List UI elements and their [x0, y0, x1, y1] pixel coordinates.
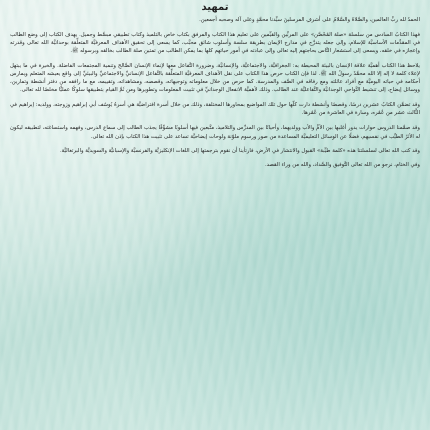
page-title: تمهيد — [201, 2, 229, 13]
paragraph-translations: وقد كتب الله تعالى لسلسلتنا هذه «كلمة طيِّبة» القبول والانتشار في الأرض، فارتأينا أن نقوم بترجمتها إلى اللغات الإنكليزيَّة والفرنسيَّة والإسبانيَّة والسويديَّة والبرتغاليَّة. — [60, 147, 420, 154]
document-body — [10, 2, 420, 426]
paragraph-closing: وفي الختام، نرجو من الله تعالى التَّوفيق والسَّداد، والله من وراء القصد. — [264, 161, 420, 168]
paragraph-lessons: وقد تضمَّن الكتابُ عشرين درسًا، وقصصًا وأنشطة دارت كلّها حول تلك المواضيع بمحاورها المختلفة، وذلك من خلال أسرة افتراضيَّة هي أسرةُ يُوسُف أبي إبراهيم وزوجته، وولديه: إبراهيم في الثَّالث عشر من عُمُره، وسارة في العاشرة من عُمُرها. — [10, 102, 420, 117]
paragraph-opening: الحمدُ لله ربِّ العالمين، والصَّلاةُ والسَّلامُ على أشرفِ المرسلينَ سيِّدنا محمَّدٍ وعلى آله وصحبه أجمعين. — [199, 17, 420, 23]
paragraph-environment: يلاحظ هذا الكتاب أهميَّة علاقة الإنسان بالبيئة المحيطة به: الجغرافيَّة، والاجتماعيَّة، والإنسانيَّة، وضرورة التَّفاعل معها لإنماء الإنسان الصَّالح وتنمية المجتمعات الفاضلة. والخيرة في ما يبتهل لإعلاء كلمة لا إله إلا الله محمَّدٌ رسولُ الله ﷺ. لذا فإن الكتاب حرص هذا الكتاب على نقل الأهداف المعرفيَّة المتعلِّقة بالتَّفاعل الإنسانيِّ والاجتماعيِّ والبيئيِّ إلى واقع يعيشه المتعلم ويمارس أحكامه في حياته اليوميَّة مع أفراد عائلته ومع رفاقه في الصَّف والمدرسة. كما حرص من خلال معلوماته وتوجيهاته، وقصصه، ومشاهداته، وتقييمه، مع ما رافقه من دفتر أنشطة وتمارين، ووسائل إيضاح، إلى تنشيط النَّواحي الوجدانيَّة والتَّفاعليَّة عند الطالب. وذلك لأهميَّة الانفعال الوجدانيِّ في تثبيت المعلومات وتطويرها ومن ثَمَّ القيام بتطبيقها سلوكًا عمليًّا مخلصًا لله تعالى. — [10, 63, 420, 94]
paragraph-dialogues: وقد صمَّمنا الدروس حوارات يدور أغلبها بين الأمِّ والأب وولديهما، وأحيانًا بين المدرِّس والتلاميذ، متَّبعين فيها أسلوبًا مشوِّقًا يجذب الطالب إلى سماع الدرس، وفهمه واستساغته، لتطبيقه ليكون له الأثرُ الطيِّب في نفسيهم، فضلًا عن الوسائل التعليميَّة المساعدة من صور ورسوم ملوّنة ولوحات إيضاحيَّة تساعد على تثبيت هذا الكتاب بإذن الله تعالى. — [10, 125, 420, 140]
paragraph-book-purpose: فهذا الكتابُ السادس من سلسلة «صلة المُحْصَّن» على المربِّين والقيِّمين على تعليم هذا الكتاب والمرفق بكتاب خاص بالتلميذ وكتاب تطبيقي مبسَّط وجميل. يهدف الكتاب إلى وضع الطالب في المقدِّمات الأساسيَّة للإسلام، وإلى جعله يتدرَّج في مدارج الإيمان بطريقة سلسة وأسلوب شائق محبَّب، كما يسعى إلى تحقيق الأهداف المعرفيَّة المتعلِّقة بوحدانيَّة الله تعالى وقدرته وإعجازه في خلقه، ويسعى إلى استشعار النَّاس بحاجتهم إليه تعالى وإلى عبادته في أمور حياتهم كلها بما يمكن الطالب من تمتين صلة الطالب بخالقه وبرسوله ﷺ. — [10, 32, 420, 55]
